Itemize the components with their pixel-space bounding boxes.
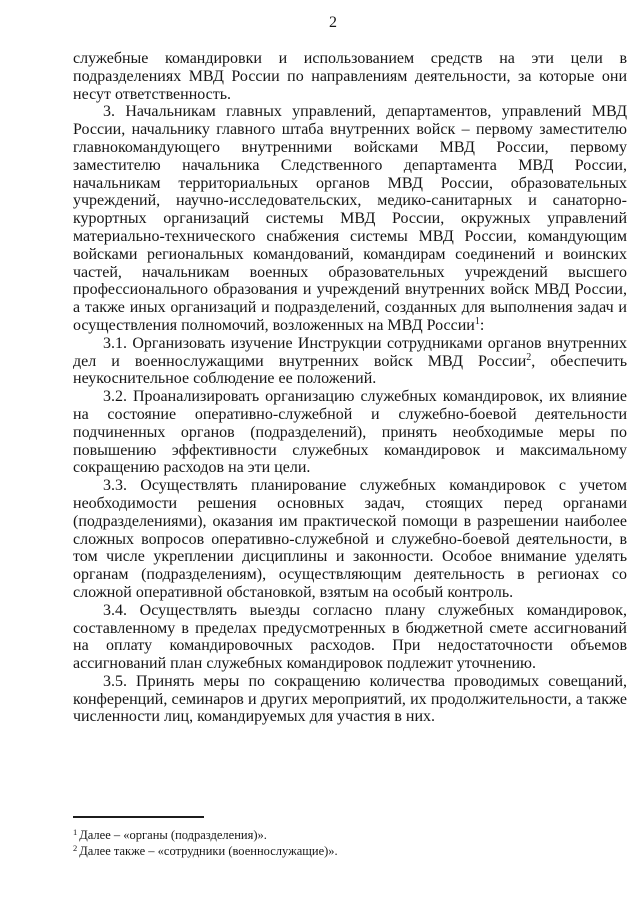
paragraph-continuation [73, 50, 627, 103]
paragraph-item-3-5: 3.5. Принять меры по сокращению количества проводимых совещаний, конференций, семинаров и других мероприятий, их продолжительности, а также численности лиц, командируемых для участия в них. [73, 672, 627, 726]
paragraph-item-3 [73, 103, 627, 334]
paragraph-item-3-1 [73, 335, 627, 388]
page-number: 2 [329, 14, 337, 31]
paragraph-item-3-2: 3.2. Проанализировать организацию служебных командировок, их влияние на состояние оперативно-служебной и служебно-боевой деятельности подчиненных органов (подразделений), принять необходимые меры по повышению эффективности служебных командировок и максимальному сокращению расходов на эти цели. [73, 388, 627, 477]
paragraph-text: 3. Начальникам главных управлений, департаментов, управлений МВД России, начальнику главного штаба внутренних войск – первому заместителю главнокомандующего внутренними войсками МВД России, первому заместителю начальника Следственного департамента МВД России, начальникам территориальных органов МВД России, образовательных учреждений, научно-исследовательских, медико-санитарных и санаторно-курортных организаций системы МВД России, окружных управлений материально-технического снабжения системы МВД России, командующим войсками региональных командований, командирам соединений и воинских частей, начальникам военных образовательных учреждений высшего профессионального образования и учреждений внутренних войск МВД России, а также иных организаций и подразделений, созданных для выполнения задач и осуществления полномочий, возложенных на МВД России [73, 103, 627, 334]
footnote-2 [73, 844, 627, 860]
footnote-marker-1: 1 [73, 827, 78, 837]
paragraph-item-3-3: 3.3. Осуществлять планирование служебных командировок с учетом необходимости решения основных задач, стоящих перед органами (подразделениями), оказания им практической помощи в разрешении наиболее сложных вопросов оперативно-служебной и служебно-боевой деятельности, в том числе укреплении дисциплины и законности. Особое внимание уделять органам (подразделениям), осуществляющим деятельность в регионах со сложной оперативной обстановкой, взятым на особый контроль. [73, 477, 627, 601]
footnote-separator [73, 816, 204, 818]
paragraph-text: , обеспечить неукоснительное соблюдение ее положений. [73, 352, 627, 388]
footnote-ref-2: 2 [526, 351, 532, 363]
document-body [73, 50, 627, 726]
footnote-area [73, 816, 627, 859]
footnote-ref-1: 1 [474, 315, 480, 327]
paragraph-text: служебные командировки и использованием средств на эти цели в подразделениях МВД России по направлениям деятельности, за которые они несут ответственность. [73, 50, 627, 103]
paragraph-text: : [479, 316, 485, 334]
footnote-text: Далее также – «сотрудники (военнослужащие)». [79, 843, 338, 858]
paragraph-item-3-4: 3.4. Осуществлять выезды согласно плану служебных командировок, составленному в пределах предусмотренных в бюджетной смете ассигнований на оплату командировочных расходов. При недостаточности объемов ассигнований план служебных командировок подлежит уточнению. [73, 601, 627, 673]
paragraph-text: 3.1. Организовать изучение Инструкции сотрудниками органов внутренних дел и военнослужащими внутренних войск МВД России [73, 334, 627, 370]
footnote-marker-2: 2 [73, 842, 78, 853]
footnote-1 [73, 828, 627, 844]
footnote-text: Далее – «органы (подразделения)». [79, 828, 267, 842]
